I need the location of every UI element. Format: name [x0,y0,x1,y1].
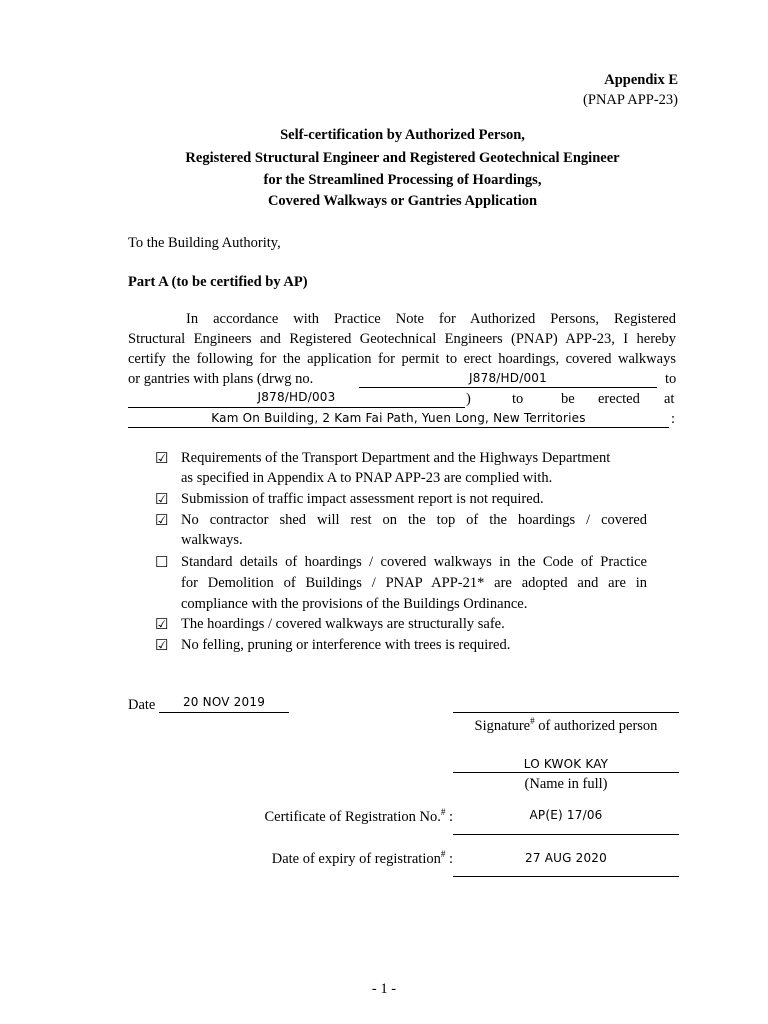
checklist-item-2-line-1: Submission of traffic impact assessment report is not required. [181,491,544,507]
location-value[interactable]: Kam On Building, 2 Kam Fai Path, Yuen Long, New Territories [211,411,586,425]
name-label: (Name in full) [524,776,608,792]
pnap-reference: (PNAP APP-23) [583,92,678,108]
intro-line-1: In accordance with Practice Note for Authorized Persons, Registered [186,311,676,327]
drawing-from-underline [359,387,657,388]
name-value[interactable]: LO KWOK KAY [523,757,609,771]
expiry-label: Date of expiry of registration# : [271,849,453,867]
cert-value[interactable]: AP(E) 17/06 [529,808,603,822]
intro-line-5-be: be [561,391,575,407]
signature-line [453,712,679,713]
title-line-3: for the Streamlined Processing of Hoardings, [263,172,542,188]
checklist-item-3-line-2: walkways. [181,532,243,548]
addressee: To the Building Authority, [128,235,281,251]
checkbox-icon[interactable]: ☑ [155,513,169,529]
intro-line-2: Structural Engineers and Registered Geotechnical Engineers (PNAP) APP-23, I hereby [128,331,676,347]
date-underline [159,712,289,713]
date-value[interactable]: 20 NOV 2019 [182,695,266,709]
title-line-1: Self-certification by Authorized Person, [280,127,525,143]
checklist-item-1-line-2: as specified in Appendix A to PNAP APP-23 are complied with. [181,470,553,486]
intro-line-4-prefix: or gantries with plans (drwg no. [128,371,314,387]
checkbox-icon[interactable]: ☑ [155,617,169,633]
checklist-item-3-line-1: No contractor shed will rest on the top of the hoardings / covered [181,512,647,528]
intro-line-5-erected: erected [598,391,640,407]
drawing-to-value[interactable]: J878/HD/003 [257,390,336,404]
title-line-4: Covered Walkways or Gantries Application [267,193,538,209]
checklist-item-5-line-1: The hoardings / covered walkways are structurally safe. [181,616,505,632]
checkbox-icon[interactable]: ☐ [155,555,169,571]
checkbox-icon[interactable]: ☑ [155,492,169,508]
location-colon: : [671,411,676,427]
checklist-item-4-line-2: for Demolition of Buildings / PNAP APP-21* are adopted and are in [181,575,647,591]
checklist-item-1-line-1: Requirements of the Transport Department and the Highways Department [181,450,611,466]
expiry-value[interactable]: 27 AUG 2020 [525,851,607,865]
cert-line [453,834,679,835]
drawing-from-value[interactable]: J878/HD/001 [469,371,547,385]
checklist-item-4-line-1: Standard details of hoardings / covered walkways in the Code of Practice [181,554,647,570]
page-number: - 1 - [371,981,397,997]
name-line [453,772,679,773]
title-line-2: Registered Structural Engineer and Registered Geotechnical Engineer [185,150,620,166]
checklist-item-4-line-3: compliance with the provisions of the Buildings Ordinance. [181,596,528,612]
drawing-to-underline [128,407,465,408]
intro-line-3: certify the following for the application for permit to erect hoardings, covered walkways [128,351,676,367]
cert-label: Certificate of Registration No.# : [264,807,453,825]
appendix-label: Appendix E [604,72,678,88]
part-a-heading: Part A (to be certified by AP) [128,274,308,290]
checklist-item-6-line-1: No felling, pruning or interference with trees is required. [181,637,511,653]
intro-line-4-to: to [665,371,677,387]
intro-line-5-at: at [664,391,675,407]
checkbox-icon[interactable]: ☑ [155,638,169,654]
intro-line-5-close: ) [466,391,471,407]
signature-label: Signature# of authorized person [474,716,658,734]
expiry-line [453,876,679,877]
location-underline [128,427,669,428]
checkbox-icon[interactable]: ☑ [155,451,169,467]
intro-line-5-to: to [512,391,524,407]
date-label: Date [128,697,156,713]
